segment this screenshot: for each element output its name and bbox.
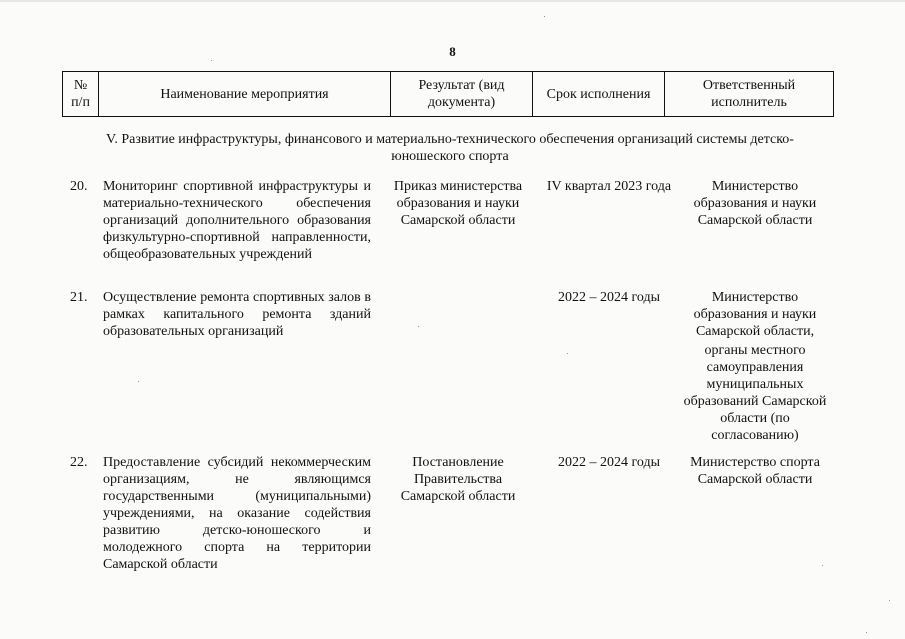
scan-speck: [822, 565, 823, 566]
header-num: № п/п: [63, 72, 99, 117]
row-number: 20.: [70, 179, 88, 194]
row-name: Мониторинг спортивной инфраструктуры и материально-технического обеспечения организаций дополнительного образования физкультурно-спортивной направленности, общеобразовательных учреждений: [103, 179, 371, 262]
scan-speck: [211, 60, 212, 61]
table-row: [62, 178, 833, 282]
row-term: IV квартал 2023 года: [546, 179, 672, 194]
row-responsible-main: Министерство образования и науки Самарской области: [693, 179, 817, 228]
row-term: 2022 – 2024 годы: [557, 455, 661, 470]
scan-speck: [138, 381, 139, 382]
row-responsible: [680, 454, 830, 488]
row-result: Приказ министерства образования и науки Самарской области: [393, 179, 523, 228]
scan-speck: [567, 353, 568, 354]
row-responsible-main: Министерство образования и науки Самарской области,: [693, 290, 817, 339]
row-term: 2022 – 2024 годы: [557, 290, 661, 305]
row-responsible: [680, 178, 830, 229]
page-top-edge: [0, 0, 905, 2]
row-number: 21.: [70, 290, 88, 305]
scan-speck: [889, 600, 890, 601]
scan-speck: [866, 632, 867, 633]
header-responsible: Ответственный исполнитель: [665, 72, 834, 117]
row-responsible-extra: органы местного самоуправления муниципальных образований Самарской области (по согласованию): [683, 343, 827, 443]
header-name: Наименование мероприятия: [99, 72, 391, 117]
scan-speck: [418, 326, 419, 327]
row-responsible-main: Министерство спорта Самарской области: [690, 455, 820, 487]
table-row: [62, 289, 833, 449]
table-row: [62, 454, 833, 576]
row-name: Осуществление ремонта спортивных залов в рамках капитального ремонта зданий образовательных организаций: [103, 290, 371, 339]
row-result: Постановление Правительства Самарской области: [400, 455, 516, 504]
table-header: [62, 71, 834, 117]
section-title: V. Развитие инфраструктуры, финансового и материально-технического обеспечения организаций системы детско-юношеского спорта: [106, 132, 794, 164]
row-number: 22.: [70, 455, 88, 470]
row-name: Предоставление субсидий некоммерческим организациям, не являющимся государственными (муниципальными) учреждениями, на оказание содействия развитию детско-юношеского и молодежного спорта на территории Самарской области: [103, 455, 371, 572]
scan-speck: [544, 16, 545, 17]
header-result: Результат (вид документа): [391, 72, 533, 117]
header-term: Срок исполнения: [533, 72, 665, 117]
table-header-row: [63, 72, 834, 117]
row-responsible: [680, 289, 830, 444]
page-number: 8: [449, 44, 456, 59]
